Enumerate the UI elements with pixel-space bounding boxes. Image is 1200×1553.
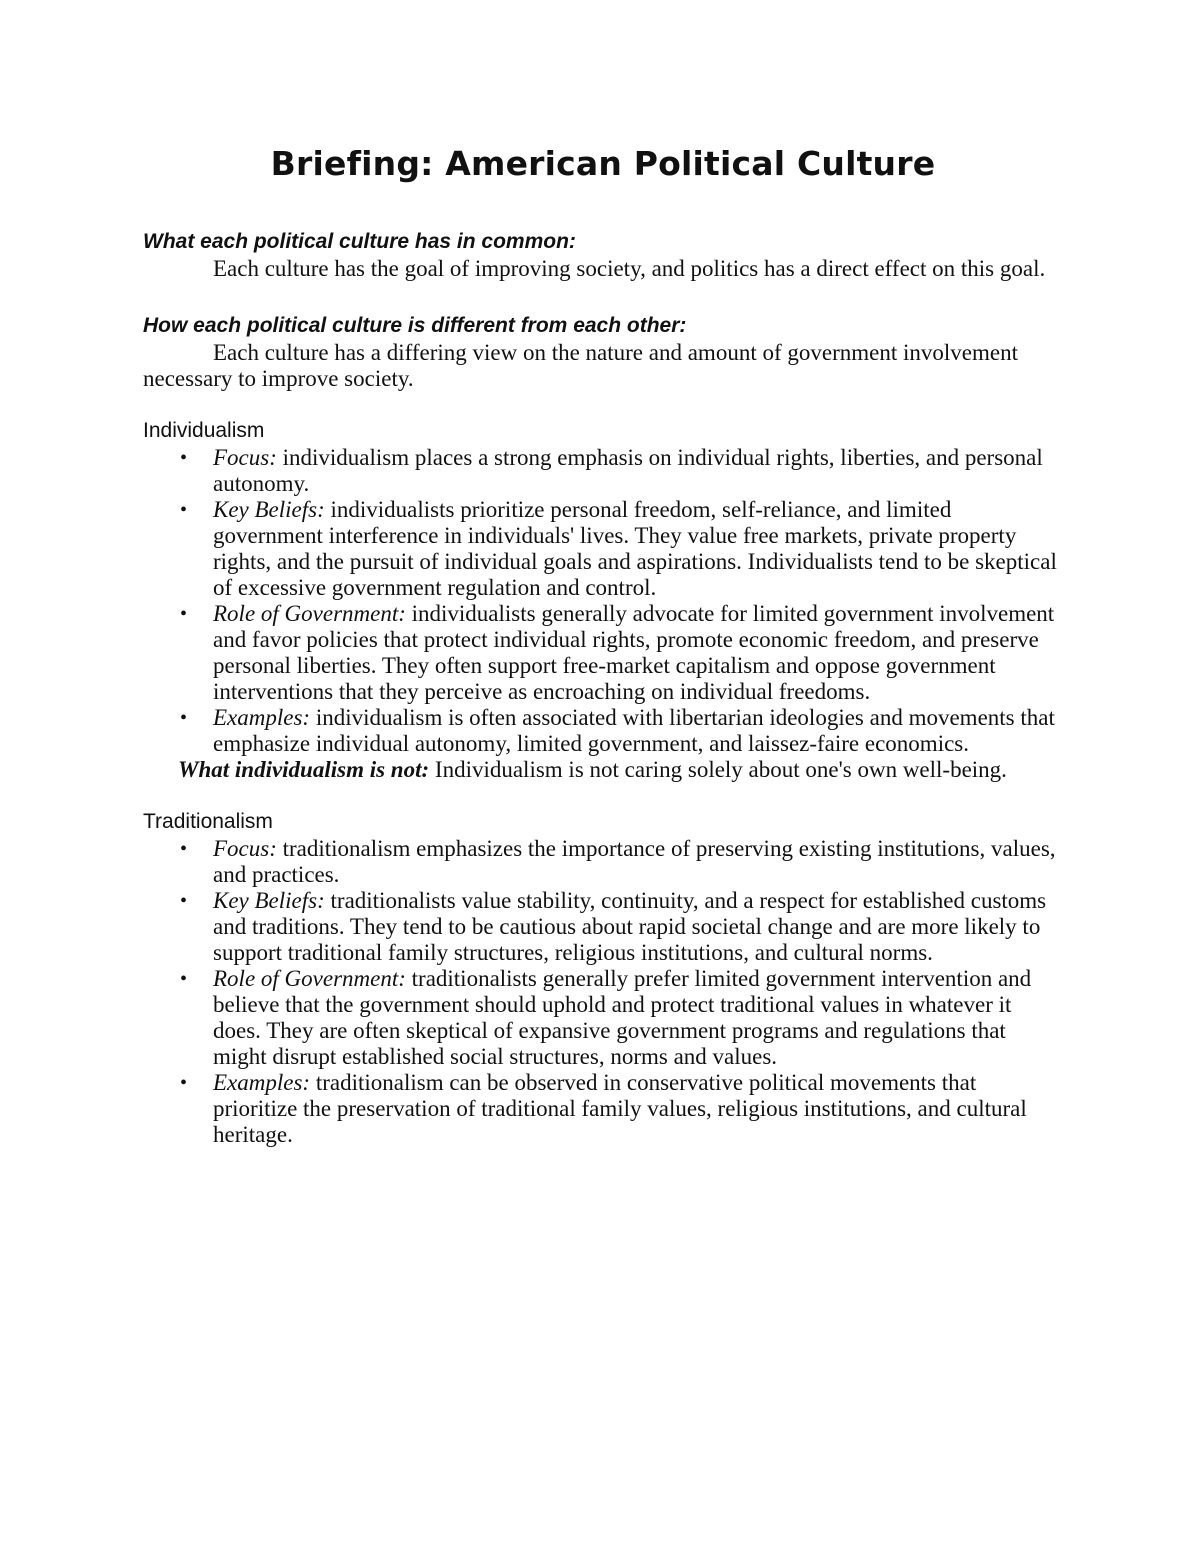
item-label: Examples: — [213, 1070, 311, 1095]
item-label: Key Beliefs: — [213, 888, 325, 913]
bullet-icon: • — [180, 968, 188, 990]
item-text: individualism is often associated with libertarian ideologies and movements that emphasize individual autonomy, limited government, and laissez-faire economics. — [213, 705, 1055, 756]
item-text: traditionalists value stability, continuity, and a respect for established customs and traditions. They tend to be cautious about rapid societal change and are more likely to support traditional family structures, religious institutions, and cultural norms. — [213, 888, 1047, 965]
traditionalism-examples-item — [180, 1070, 1063, 1148]
not-label: What individualism is not: — [178, 757, 430, 782]
item-text: traditionalism emphasizes the importance of preserving existing institutions, values, and practices. — [213, 836, 1056, 887]
item-label: Role of Government: — [213, 601, 406, 626]
individualism-role-item — [180, 601, 1063, 705]
item-text: individualists generally advocate for limited government involvement and favor policies that protect individual rights, promote economic freedom, and preserve personal liberties. They often support free-market capitalism and oppose government interventions that they perceive as encroaching on individual freedoms. — [213, 601, 1055, 704]
common-heading: What each political culture has in common: — [143, 230, 576, 253]
traditionalism-title: Traditionalism — [143, 810, 273, 833]
bullet-icon: • — [180, 499, 188, 521]
individualism-key-beliefs-item — [180, 497, 1063, 601]
spacer — [143, 282, 1063, 312]
not-text: Individualism is not caring solely about one's own well-being. — [434, 757, 1007, 782]
different-heading: How each political culture is different from each other: — [143, 314, 687, 337]
page-title: Briefing: American Political Culture — [270, 144, 936, 183]
individualism-list — [143, 445, 1063, 757]
bullet-icon: • — [180, 707, 188, 729]
traditionalism-focus-item — [180, 836, 1063, 888]
bullet-icon: • — [180, 603, 188, 625]
item-label: Examples: — [213, 705, 311, 730]
spacer — [143, 392, 1063, 418]
bullet-icon: • — [180, 1072, 188, 1094]
item-label: Key Beliefs: — [213, 497, 325, 522]
individualism-examples-item — [180, 705, 1063, 757]
individualism-section — [143, 418, 1063, 783]
traditionalism-key-beliefs-item — [180, 888, 1063, 966]
common-text: Each culture has the goal of improving society, and politics has a direct effect on this goal. — [213, 256, 1046, 281]
spacer — [143, 783, 1063, 809]
traditionalism-role-item — [180, 966, 1063, 1070]
item-text: individualism places a strong emphasis on individual rights, liberties, and personal autonomy. — [213, 445, 1043, 496]
document-page — [143, 142, 1063, 1148]
individualism-not-note — [143, 757, 1063, 783]
bullet-icon: • — [180, 838, 188, 860]
individualism-title: Individualism — [143, 419, 265, 442]
traditionalism-list — [143, 836, 1063, 1148]
bullet-icon: • — [180, 890, 188, 912]
individualism-focus-item — [180, 445, 1063, 497]
item-text: traditionalists generally prefer limited government intervention and believe that the government should uphold and protect traditional values in whatever it does. They are often skeptical of expansive government programs and regulations that might disrupt established social structures, norms and values. — [213, 966, 1032, 1069]
different-text: Each culture has a differing view on the nature and amount of government involvement necessary to improve society. — [143, 340, 1018, 391]
item-label: Focus: — [213, 445, 277, 470]
item-text: traditionalism can be observed in conservative political movements that prioritize the preservation of traditional family values, religious institutions, and cultural heritage. — [213, 1070, 1027, 1147]
item-label: Role of Government: — [213, 966, 406, 991]
item-label: Focus: — [213, 836, 277, 861]
bullet-icon: • — [180, 447, 188, 469]
traditionalism-section — [143, 809, 1063, 1148]
item-text: individualists prioritize personal freedom, self-reliance, and limited government interference in individuals' lives. They value free markets, private property rights, and the pursuit of individual goals and aspirations. Individualists tend to be skeptical of excessive government regulation and control. — [213, 497, 1057, 600]
